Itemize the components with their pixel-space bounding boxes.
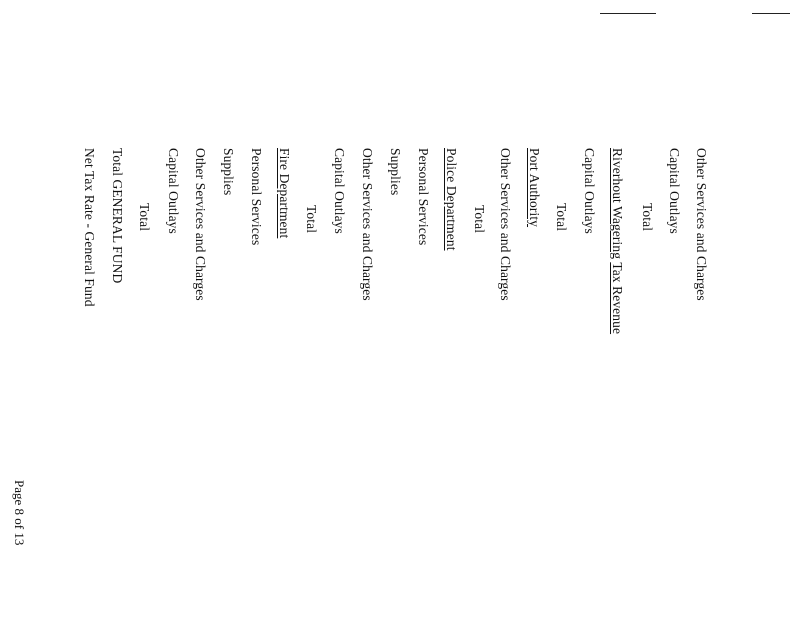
line-capital-outlays: Capital Outlays — [582, 148, 597, 234]
line-total: Total — [304, 205, 319, 234]
heading-port-authority: Port Authority — [527, 148, 542, 228]
top-rule-right — [752, 13, 790, 14]
line-personal-services: Personal Services — [249, 148, 264, 246]
line-total-general-fund: Total GENERAL FUND — [110, 148, 125, 284]
heading-police-department: Police Department — [444, 148, 459, 251]
line-personal-services: Personal Services — [416, 148, 431, 246]
line-supplies: Supplies — [221, 148, 236, 196]
line-net-tax-rate: Net Tax Rate - General Fund — [82, 148, 97, 307]
line-total: Total — [472, 205, 487, 234]
heading-tax-revenue: Tax Revenue — [610, 262, 625, 335]
line-capital-outlays: Capital Outlays — [332, 148, 347, 234]
line-capital-outlays: Capital Outlays — [667, 148, 682, 234]
heading-fire-department: Fire Department — [277, 148, 292, 239]
top-rule-left — [600, 13, 656, 14]
line-total: Total — [554, 203, 569, 232]
page-number: Page 8 of 13 — [12, 480, 27, 546]
heading-riverboat-wagering: Riverhout Wagering — [610, 148, 625, 260]
line-other-services-charges: Other Services and Charges — [694, 148, 709, 301]
line-total: Total — [640, 203, 655, 232]
line-other-services-charges: Other Services and Charges — [193, 148, 208, 301]
line-total: Total — [137, 203, 152, 232]
line-other-services-charges: Other Services and Charges — [498, 148, 513, 301]
line-supplies: Supplies — [388, 148, 403, 196]
line-other-services-charges: Other Services and Charges — [360, 148, 375, 301]
line-riverboat-wagering-heading — [611, 148, 625, 334]
line-capital-outlays: Capital Outlays — [166, 148, 181, 234]
